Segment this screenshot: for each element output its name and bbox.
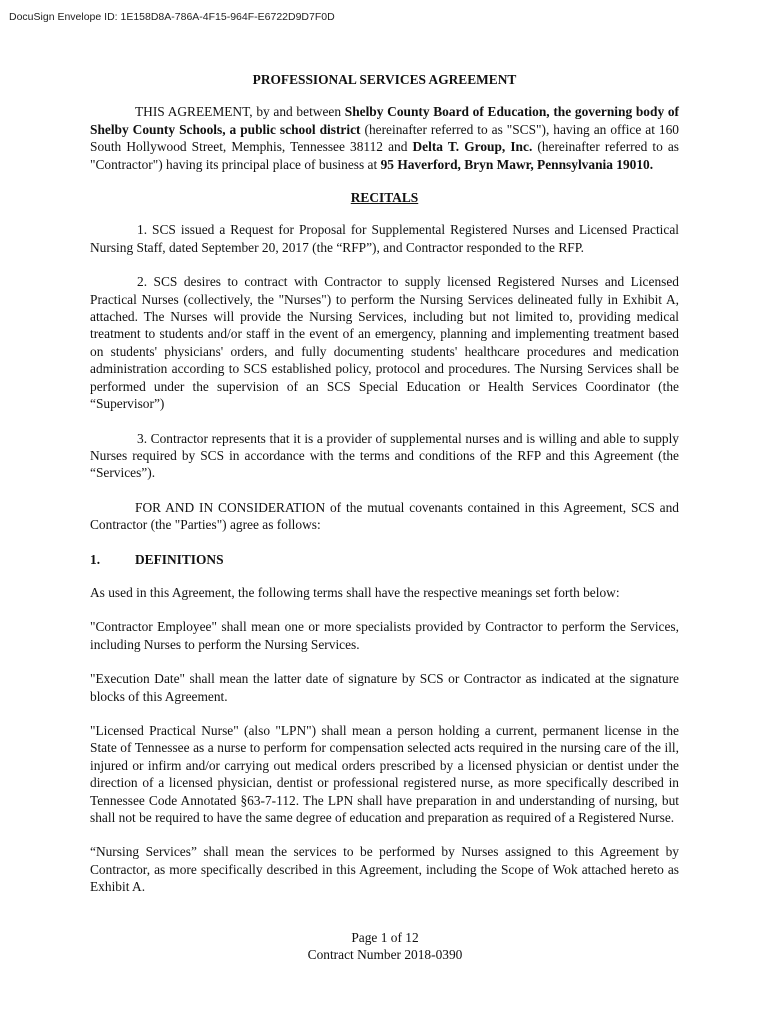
recital-3: 3. Contractor represents that it is a provider of supplemental nurses and is willing and able to supply Nurses required by SCS in accordance with the terms and conditions of the RFP and this Agreement (the “Services”). bbox=[90, 430, 679, 481]
contract-number: Contract Number 2018-0390 bbox=[307, 947, 463, 963]
intro-text-1: THIS AGREEMENT, by and between bbox=[135, 104, 345, 120]
party-contractor: Delta T. Group, Inc. bbox=[412, 139, 533, 155]
recital-2: 2. SCS desires to contract with Contractor to supply licensed Registered Nurses and Licensed Practical Nurses (collectively, the "Nurses") to perform the Nursing Services delineated fully in Exhibit A, attached. The Nurses will provide the Nursing Services, including but not limited to, providing medical treatment to students and/or staff in the event of an emergency, planning and implementing treatment based on students' physicians' orders, and fully documenting students' healthcare procedures and medication administration according to SCS established policy, protocol and procedures. The Nursing Services shall be performed under the supervision of an SCS Special Education or Health Services Coordinator (the “Supervisor”) bbox=[90, 274, 679, 412]
recital-1: 1. SCS issued a Request for Proposal for Supplemental Registered Nurses and Licensed Practical Nursing Staff, dated September 20, 2017 (the “RFP”), and Contractor responded to the RFP. bbox=[90, 222, 679, 255]
page-footer bbox=[0, 929, 770, 964]
party-scs: Shelby County Board of Education, the governing body of Shelby County Schools, a public school district bbox=[90, 104, 679, 137]
definition-nursing-services: “Nursing Services” shall mean the services to be performed by Nurses assigned to this Agreement by Contractor, as more specifically described in this Agreement, including the Scope of Wok attached hereto as Exhibit A. bbox=[90, 844, 679, 895]
section-title: DEFINITIONS bbox=[135, 551, 224, 567]
definition-execution-date: "Execution Date" shall mean the latter date of signature by SCS or Contractor as indicated at the signature blocks of this Agreement. bbox=[90, 671, 679, 704]
page-number: Page 1 of 12 bbox=[351, 930, 419, 945]
docusign-envelope-id: DocuSign Envelope ID: 1E158D8A-786A-4F15-964F-E6722D9D7F0D bbox=[9, 11, 335, 23]
definitions-intro: As used in this Agreement, the following terms shall have the respective meanings set forth below: bbox=[90, 584, 620, 600]
intro-text-3: (hereinafter referred to as "Contractor") having its principal place of business at bbox=[90, 139, 679, 172]
definition-contractor-employee: "Contractor Employee" shall mean one or more specialists provided by Contractor to perform the Services, including Nurses to perform the Nursing Services. bbox=[90, 619, 679, 652]
definition-lpn: "Licensed Practical Nurse" (also "LPN") shall mean a person holding a current, permanent license in the State of Tennessee as a nurse to perform for compensation selected acts required in the nursing care of the ill, injured or infirm and/or carrying out medical orders prescribed by a licensed physician or dentist under the direction of a licensed physician, dentist or professional registered nurse, as more specifically described in Tennessee Code Annotated §63-7-112. The LPN shall have preparation in and understanding of nursing, but shall not be required to have the same degree of education and preparation as required of a Registered Nurse. bbox=[90, 722, 679, 825]
document-title: PROFESSIONAL SERVICES AGREEMENT bbox=[252, 72, 517, 87]
section-heading-definitions bbox=[90, 551, 679, 568]
intro-paragraph bbox=[90, 103, 679, 173]
recitals-heading: RECITALS bbox=[350, 190, 419, 206]
contractor-address: 95 Haverford, Bryn Mawr, Pennsylvania 19010. bbox=[380, 156, 654, 172]
consideration-paragraph: FOR AND IN CONSIDERATION of the mutual covenants contained in this Agreement, SCS and Contractor (the "Parties") agree as follows: bbox=[90, 499, 679, 533]
document-page bbox=[90, 71, 679, 896]
intro-text-2: (hereinafter referred to as "SCS"), having an office at 160 South Hollywood Street, Memphis, Tennessee 38112 and bbox=[90, 121, 680, 155]
section-number: 1. bbox=[90, 551, 101, 567]
